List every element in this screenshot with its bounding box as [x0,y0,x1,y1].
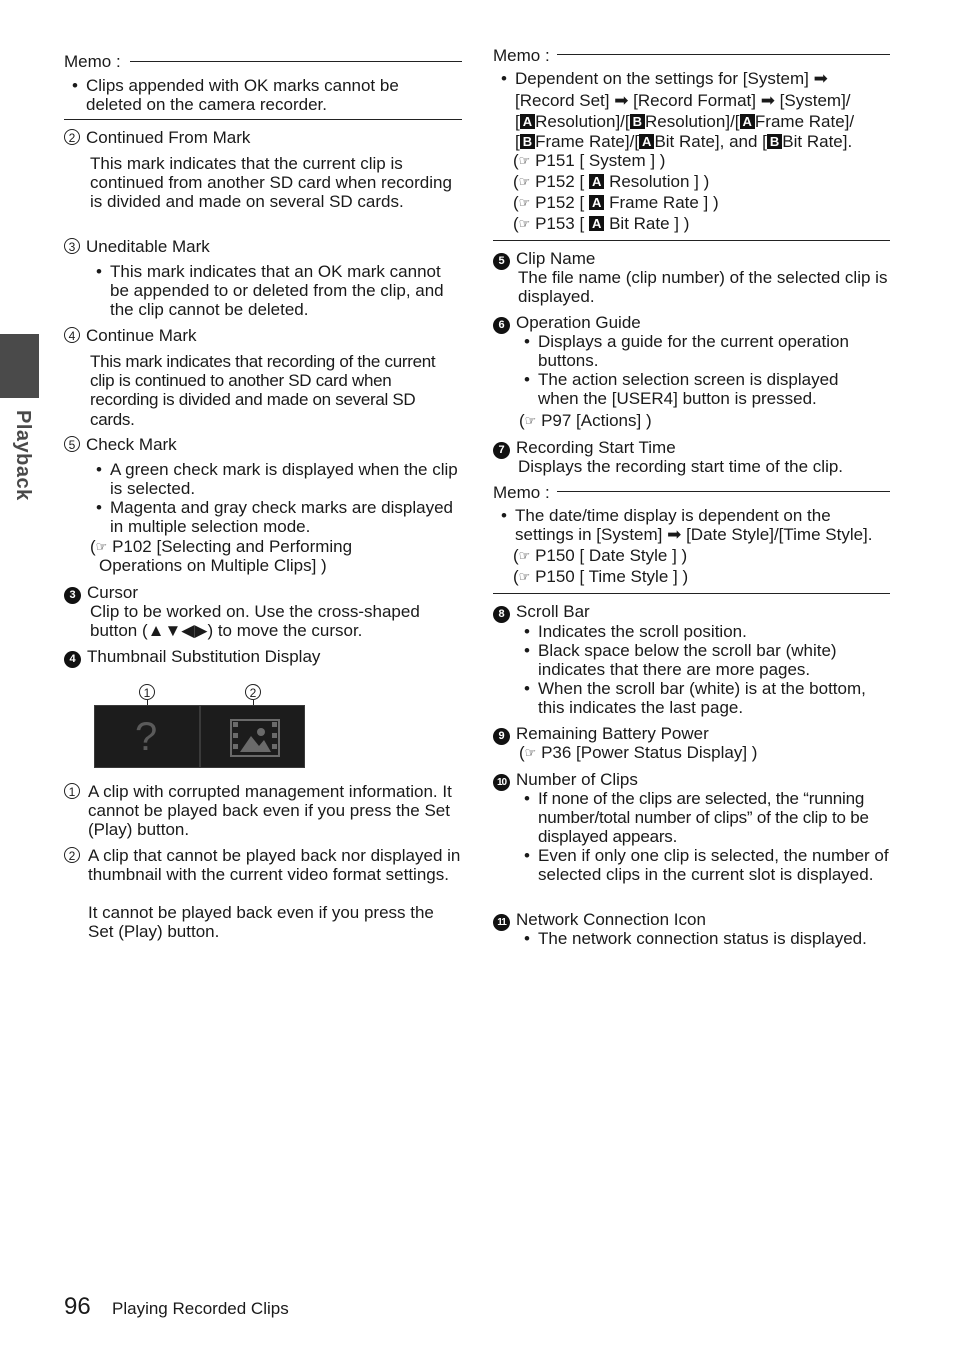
thumbnail-unplayable [200,705,305,768]
reference-icon: ☞ [524,413,537,428]
sidebar-tab-label: Playback [12,410,34,501]
item-continue-mark-desc: This mark indicates that recording of the current clip is continued to another SD card when recording is divided and made on several SD cards. [90,352,436,429]
item-cursor-desc-2: button (▲▼◀▶) to move the cursor. [90,621,363,640]
item-operation-guide-bullet-1: • Displays a guide for the current operation buttons. [538,332,878,370]
memo-bullet: • Clips appended with OK marks cannot be deleted on the camera recorder. [86,76,446,114]
memo-ref-2: (☞ P152 [ A Resolution ] ) [513,172,710,191]
camera-b-badge: B [630,114,645,129]
memo-end-rule [493,240,890,241]
page-number: 96 [64,1293,91,1320]
memo-line-4: [ B Frame Rate]/[ A Bit Rate], and [ B Bit Rate]. [515,132,853,151]
memo-line-1: • Dependent on the settings for [System] ➡ [515,69,828,88]
item-scroll-bar-bullet-1: • Indicates the scroll position. [538,622,890,641]
item-recording-start-time: 7 Recording Start Time [493,438,676,459]
item-recording-start-time-desc: Displays the recording start time of the clip. [518,457,844,476]
item-clip-name-desc: The file name (clip number) of the selected clip is displayed. [518,268,888,307]
camera-a-badge: A [520,114,535,129]
item-scroll-bar-bullet-2: • Black space below the scroll bar (white) indicates that there are more pages. [538,641,868,679]
camera-a-badge: A [589,174,604,189]
item-number-of-clips: 10 Number of Clips [493,770,638,791]
item-continued-from-mark-desc: This mark indicates that the current clip is continued from another SD card when recording is divided and made on several SD cards. [90,154,452,212]
memo-end-rule [64,119,462,120]
memo-date-ref: (☞ P150 [ Date Style ] ) [513,546,688,565]
item-operation-guide: 6 Operation Guide [493,313,641,334]
reference-icon: ☞ [518,569,531,584]
item-uneditable-mark: 3 Uneditable Mark [64,237,210,256]
reference-icon: ☞ [524,745,537,760]
item-scroll-bar: 8 Scroll Bar [493,602,590,623]
item-thumbnail-substitution: 4 Thumbnail Substitution Display [64,647,320,668]
reference-icon: ☞ [518,153,531,168]
sidebar-tab-block [0,334,39,398]
item-network-connection: 11 Network Connection Icon [493,910,706,931]
memo-ref-1: (☞ P151 [ System ] ) [513,151,666,170]
item-network-connection-bullet: • The network connection status is displayed. [538,929,890,948]
item-remaining-battery-ref: (☞ P36 [Power Status Display] ) [519,743,758,762]
item-cursor-desc-1: Clip to be worked on. Use the cross-shaped [90,602,420,621]
note-2-text: A clip that cannot be played back nor displayed in thumbnail with the current video format settings. [88,846,461,885]
memo-label: Memo : [493,483,550,502]
item-check-mark: 5 Check Mark [64,435,177,454]
item-check-mark-bullet-1: • A green check mark is displayed when the clip is selected. [110,460,460,498]
reference-icon: ☞ [518,216,531,231]
item-check-mark-ref: (☞ P102 [Selecting and Performing Operations on Multiple Clips] ) [90,537,353,576]
reference-icon: ☞ [518,174,531,189]
item-clip-name: 5 Clip Name [493,249,595,270]
item-continue-mark: 4 Continue Mark [64,326,197,345]
figure-callout-1: 1 [139,683,155,702]
reference-icon: ☞ [518,195,531,210]
note-2-text-2: It cannot be played back even if you press the Set (Play) button. [88,903,434,942]
thumbnail-corrupted [94,705,200,768]
memo-rule [557,54,890,55]
question-mark-icon: ? [135,715,158,759]
memo-ref-3: (☞ P152 [ A Frame Rate ] ) [513,193,719,212]
item-remaining-battery: 9 Remaining Battery Power [493,724,709,745]
memo-label: Memo : [64,52,121,71]
memo-label: Memo : [493,46,550,65]
memo-rule [557,491,890,492]
item-operation-guide-ref: (☞ P97 [Actions] ) [519,411,652,430]
reference-icon: ☞ [95,539,108,554]
item-check-mark-bullet-2: • Magenta and gray check marks are displayed in multiple selection mode. [110,498,460,536]
image-filmstrip-icon [229,718,281,758]
section-title: Playing Recorded Clips [112,1299,289,1318]
figure-callout-2: 2 [245,683,261,702]
camera-a-badge: A [639,134,654,149]
memo-rule [130,61,462,62]
item-scroll-bar-bullet-3: • When the scroll bar (white) is at the bottom, this indicates the last page. [538,679,890,717]
note-1-marker: 1 [64,782,86,801]
item-number-of-clips-bullet-2: • Even if only one clip is selected, the number of selected clips in the current slot is displayed. [538,846,890,884]
camera-a-badge: A [589,195,604,210]
memo-date-time-bullet: • The date/time display is dependent on the settings in [System] ➡ [Date Style]/[Time Style]. [515,506,891,544]
memo-end-rule [493,593,890,594]
item-number-of-clips-bullet-1: • If none of the clips are selected, the “running number/total number of clips” of the clip to be displayed appears. [538,789,890,847]
camera-b-badge: B [767,134,782,149]
memo-ref-4: (☞ P153 [ A Bit Rate ] ) [513,214,690,233]
memo-time-ref: (☞ P150 [ Time Style ] ) [513,567,689,586]
memo-line-3: [ A Resolution]/[ B Resolution]/[ A Frame Rate]/ [515,112,855,131]
note-2-marker: 2 [64,846,86,865]
item-uneditable-mark-bullet: • This mark indicates that an OK mark cannot be appended to or deleted from the clip, and the clip cannot be deleted. [110,262,462,320]
camera-a-badge: A [589,216,604,231]
item-operation-guide-bullet-2: • The action selection screen is displayed when the [USER4] button is pressed. [538,370,878,408]
camera-a-badge: A [740,114,755,129]
item-continued-from-mark: 2 Continued From Mark [64,128,250,147]
reference-icon: ☞ [518,548,531,563]
item-cursor: 3 Cursor [64,583,138,604]
note-1-text: A clip with corrupted management information. It cannot be played back even if you press the Set (Play) button. [88,782,452,840]
camera-b-badge: B [520,134,535,149]
memo-line-2: [Record Set] ➡ [Record Format] ➡ [System]/ [515,91,851,110]
